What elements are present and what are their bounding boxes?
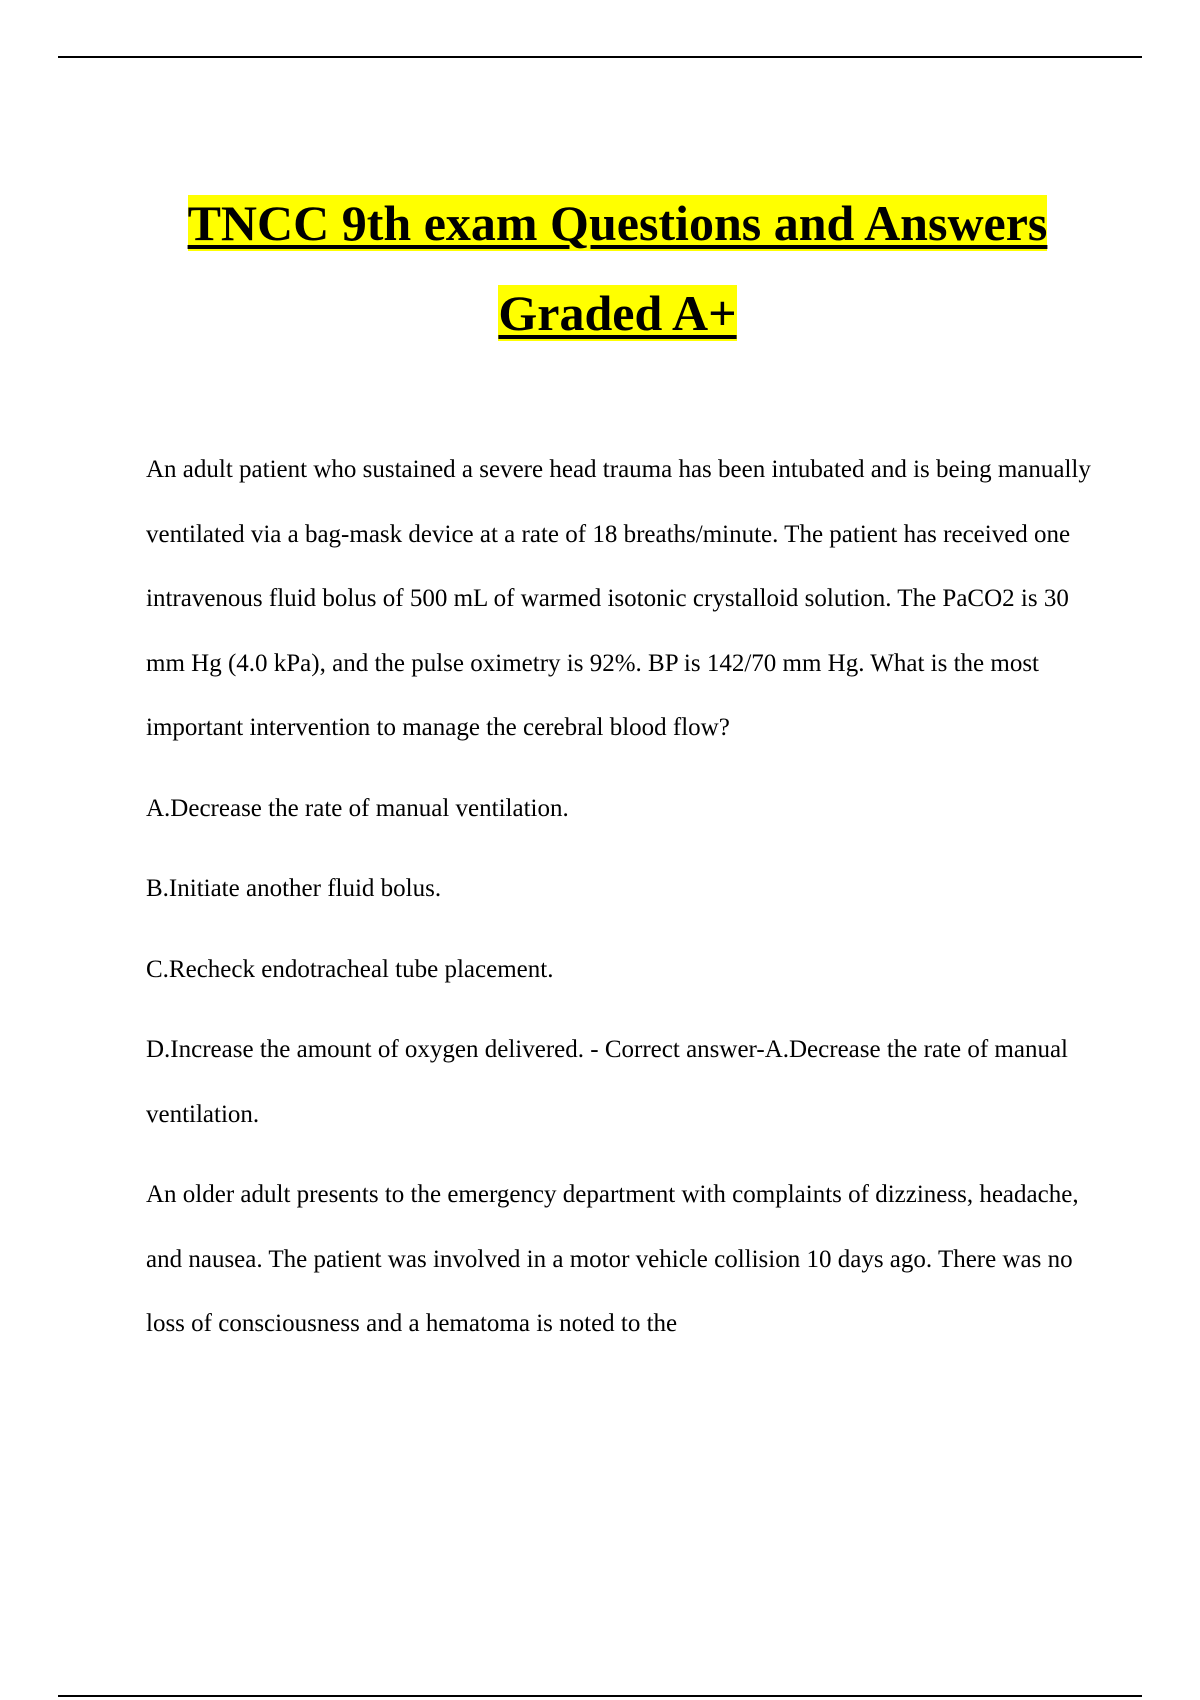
question-1-stem: An adult patient who sustained a severe head trauma has been intubated and is being manually ventilated via a bag-mask device at a rate of 18 breaths/minute. The patient has received one intravenous fluid bolus of 500 mL of warmed isotonic crystalloid solution. The PaCO2 is 30 mm Hg (4.0 kPa), and the pulse oximetry is 92%. BP is 142/70 mm Hg. What is the most important intervention to manage the cerebral blood flow? (146, 456, 1091, 741)
header-rule (58, 56, 1142, 58)
document-title (0, 178, 1200, 358)
title-line-1: TNCC 9th exam Questions and Answers (187, 195, 1048, 251)
title-line-2: Graded A+ (498, 285, 737, 341)
question-1-option-d-answer: D.Increase the amount of oxygen delivered. - Correct answer-A.Decrease the rate of manual ventilation. (146, 1036, 1068, 1128)
question-1-option-b: B.Initiate another fluid bolus. (146, 875, 442, 902)
document-body (146, 438, 1106, 1373)
footer-rule (58, 1695, 1142, 1697)
question-1-option-a: A.Decrease the rate of manual ventilation. (146, 794, 569, 822)
question-2-stem: An older adult presents to the emergency department with complaints of dizziness, headache, and nausea. The patient was involved in a motor vehicle collision 10 days ago. There was no loss of consciousness and a hematoma is noted to the (146, 1181, 1079, 1337)
question-1-option-c: C.Recheck endotracheal tube placement. (146, 955, 554, 983)
